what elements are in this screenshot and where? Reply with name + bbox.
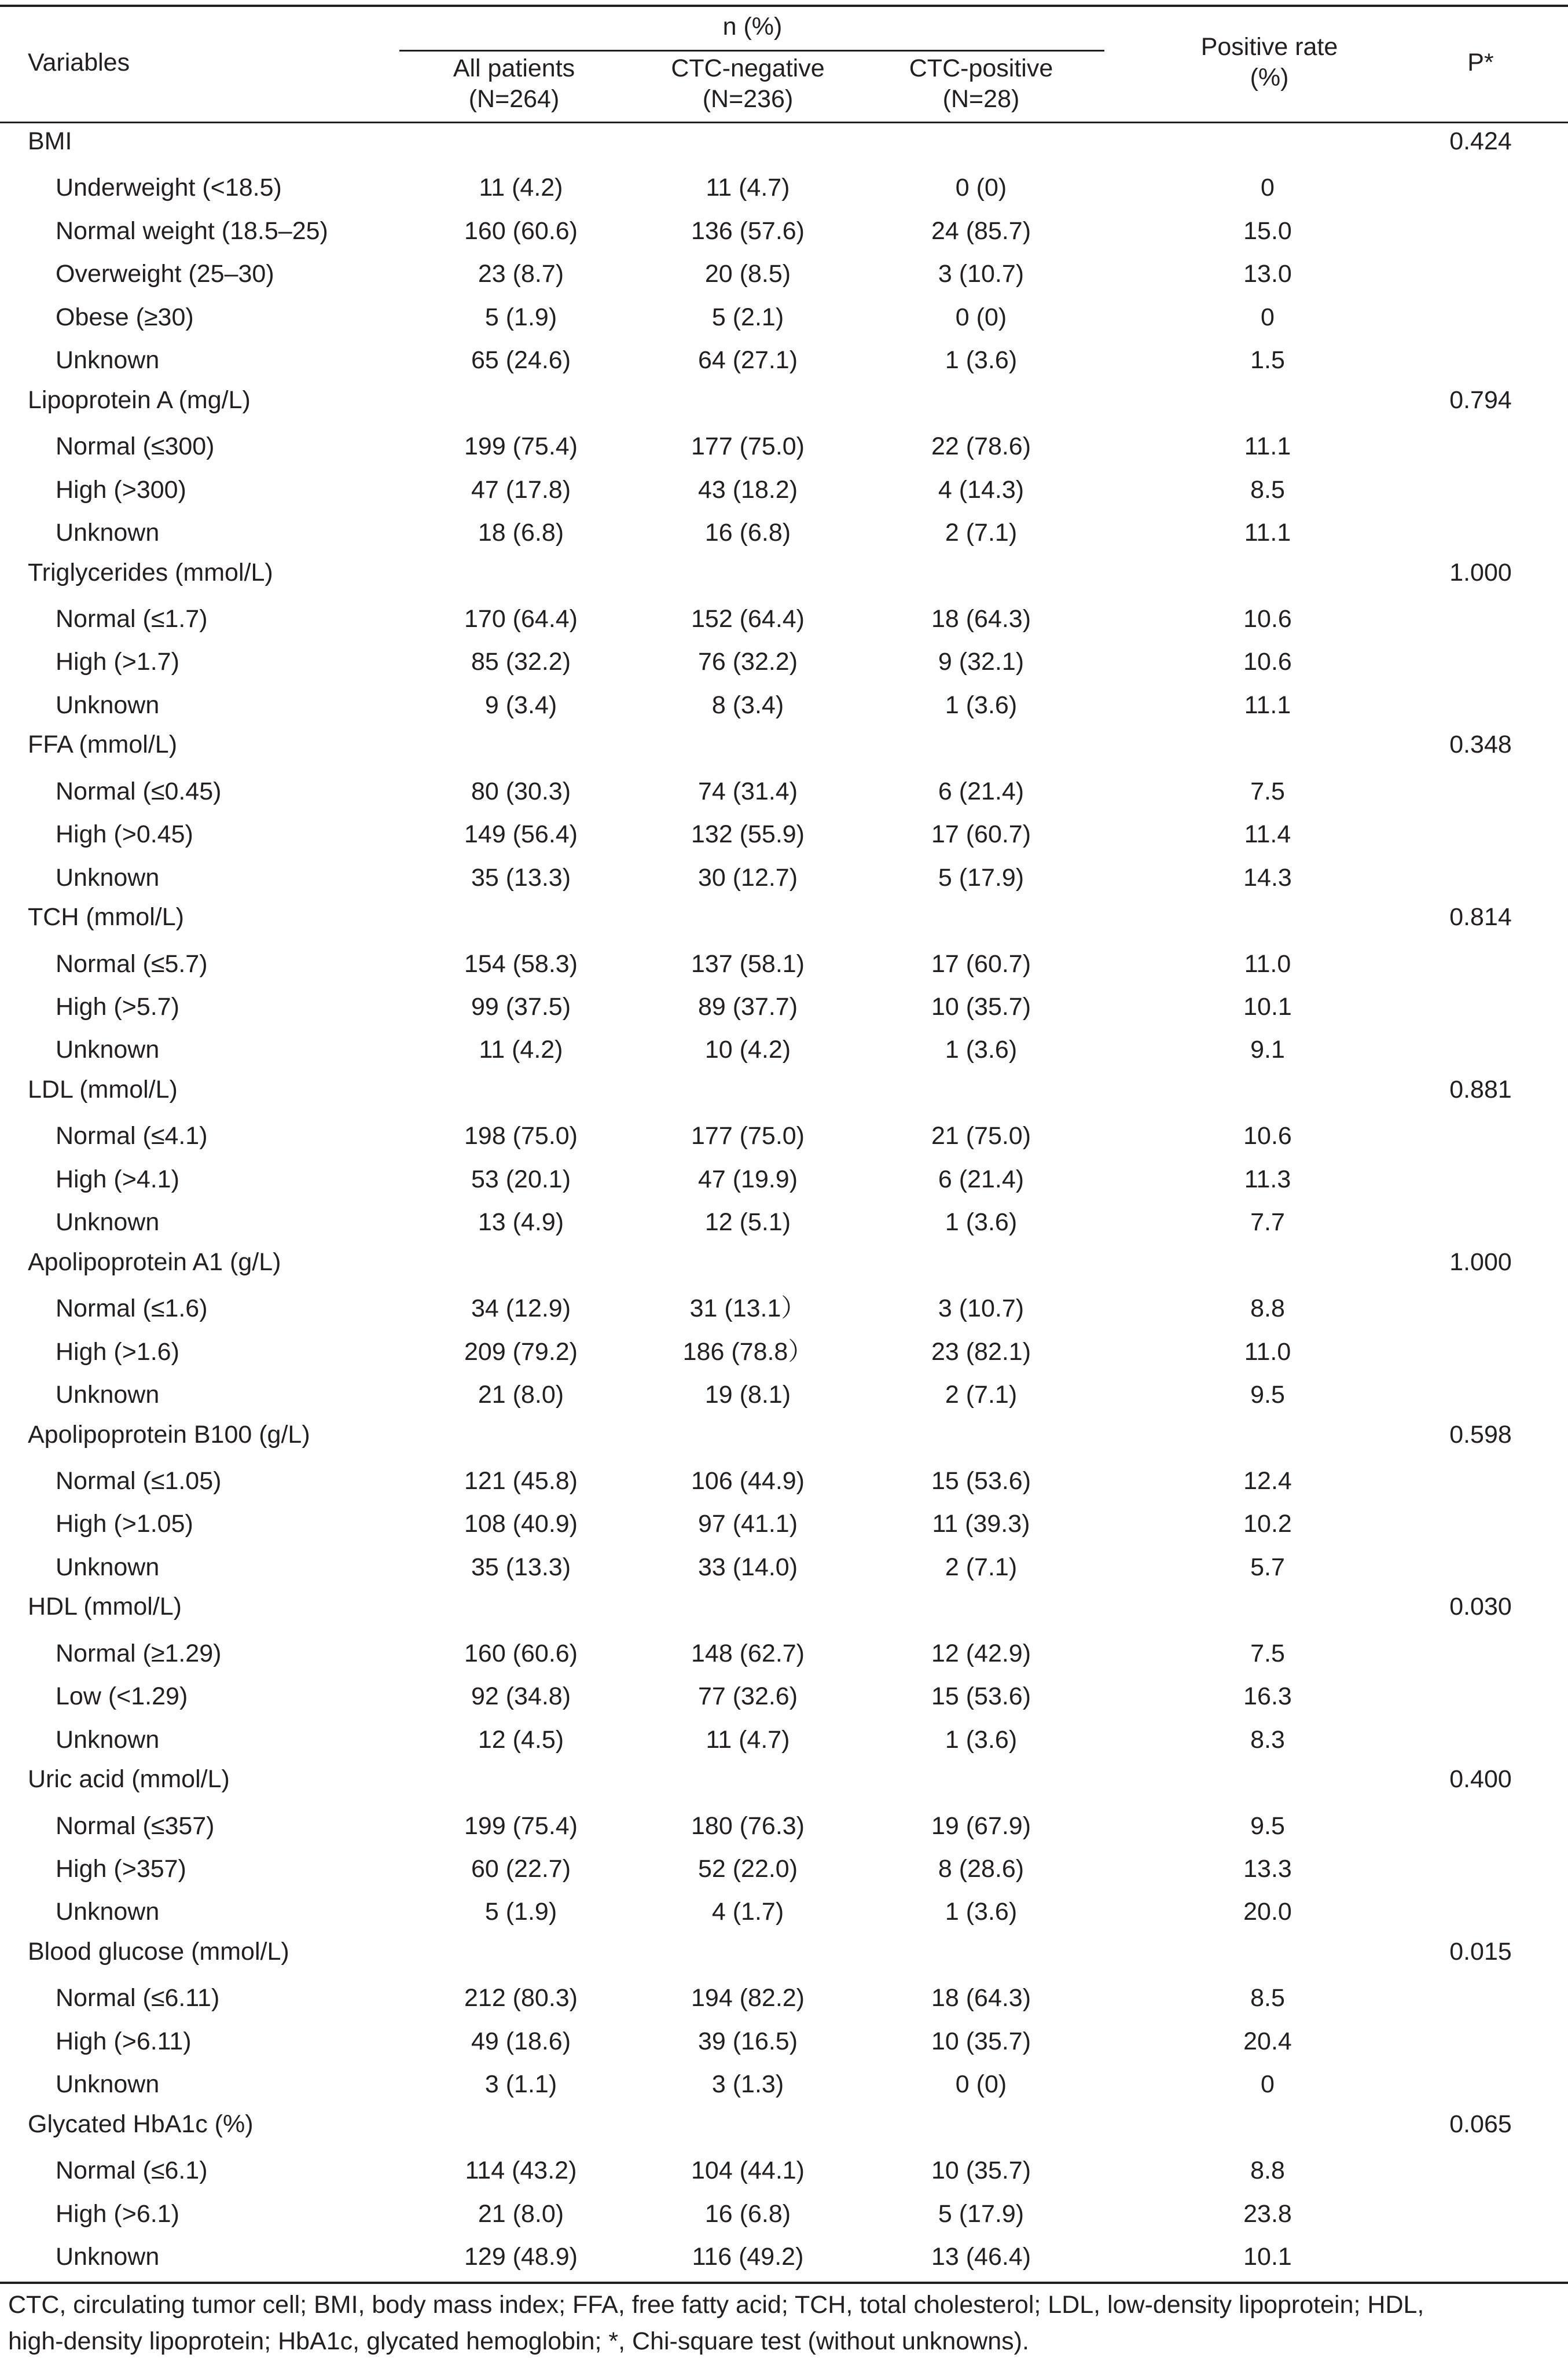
cell-pos: 17 (60.7)	[931, 949, 1031, 978]
cell-pos: 1 (3.6)	[945, 1898, 1018, 1926]
row-label: High (>0.45)	[56, 820, 193, 849]
row-label: Unknown	[56, 2070, 160, 2099]
cell-pos: 17 (60.7)	[931, 820, 1031, 849]
cell-rate: 10.6	[1243, 648, 1292, 676]
group-label: Lipoprotein A (mg/L)	[28, 386, 251, 414]
cell-all: 114 (43.2)	[465, 2157, 577, 2185]
header-ctc-negative-n: (N=236)	[702, 85, 794, 113]
row-label: Unknown	[56, 1898, 160, 1926]
cell-pos: 6 (21.4)	[938, 777, 1024, 805]
row-label: Unknown	[56, 1725, 160, 1754]
cell-neg: 3 (1.3)	[711, 2070, 784, 2099]
cell-neg: 136 (57.6)	[691, 217, 805, 245]
top-rule	[0, 5, 1568, 7]
row-label: Unknown	[56, 519, 160, 547]
cell-pos: 2 (7.1)	[945, 1381, 1018, 1409]
cell-all: 35 (13.3)	[471, 1553, 571, 1581]
cell-all: 21 (8.0)	[478, 2199, 564, 2228]
group-label: HDL (mmol/L)	[28, 1593, 182, 1621]
cell-pos: 13 (46.4)	[931, 2243, 1031, 2271]
cell-all: 34 (12.9)	[471, 1295, 571, 1323]
cell-rate: 11.0	[1244, 949, 1291, 978]
cell-pos: 5 (17.9)	[938, 863, 1024, 892]
group-p-value: 0.348	[1449, 731, 1512, 759]
cell-pos: 1 (3.6)	[945, 346, 1018, 375]
row-label: Unknown	[56, 691, 160, 719]
cell-pos: 11 (39.3)	[932, 1510, 1030, 1538]
group-label: BMI	[28, 127, 72, 155]
cell-rate: 15.0	[1243, 217, 1292, 245]
row-label: High (>6.1)	[56, 2199, 179, 2228]
cell-all: 129 (48.9)	[464, 2243, 578, 2271]
cell-rate: 16.3	[1243, 1682, 1292, 1711]
group-label: TCH (mmol/L)	[28, 903, 184, 932]
header-ctc-positive: CTC-positive	[909, 54, 1053, 82]
row-label: Normal (≥1.29)	[56, 1639, 222, 1667]
n-pct-rule	[399, 50, 1104, 52]
cell-neg: 10 (4.2)	[704, 1036, 791, 1064]
row-label: Normal (≤0.45)	[56, 777, 222, 805]
cell-neg: 177 (75.0)	[691, 432, 805, 461]
cell-pos: 10 (35.7)	[931, 993, 1031, 1021]
group-label: Triglycerides (mmol/L)	[28, 558, 273, 586]
cell-all: 18 (6.8)	[478, 519, 564, 547]
row-label: Unknown	[56, 1208, 160, 1237]
header-ctc-negative: CTC-negative	[671, 54, 825, 82]
cell-all: 85 (32.2)	[471, 648, 571, 676]
cell-neg: 186 (78.8）	[682, 1337, 813, 1366]
group-label: Apolipoprotein A1 (g/L)	[28, 1248, 281, 1276]
cell-neg: 39 (16.5)	[697, 2027, 798, 2055]
cell-rate: 10.6	[1243, 1122, 1292, 1150]
cell-pos: 0 (0)	[955, 174, 1007, 202]
cell-pos: 18 (64.3)	[931, 1984, 1031, 2012]
cell-neg: 16 (6.8)	[704, 519, 791, 547]
row-label: High (>5.7)	[56, 993, 179, 1021]
cell-neg: 152 (64.4)	[691, 604, 805, 633]
cell-rate: 0	[1261, 303, 1275, 331]
cell-pos: 3 (10.7)	[938, 260, 1024, 288]
cell-all: 65 (24.6)	[471, 346, 571, 375]
footnote-line-2: high-density lipoprotein; HbA1c, glycated hemoglobin; *, Chi-square test (without unknowns).	[8, 2327, 1029, 2355]
cell-all: 23 (8.7)	[478, 260, 564, 288]
cell-rate: 10.1	[1243, 993, 1292, 1021]
cell-neg: 5 (2.1)	[711, 303, 784, 331]
cell-rate: 9.1	[1250, 1036, 1285, 1064]
cell-neg: 132 (55.9)	[691, 820, 805, 849]
cell-all: 5 (1.9)	[484, 1898, 557, 1926]
cell-neg: 52 (22.0)	[697, 1855, 798, 1883]
cell-pos: 3 (10.7)	[938, 1295, 1024, 1323]
cell-neg: 11 (4.7)	[706, 174, 790, 202]
group-label: Apolipoprotein B100 (g/L)	[28, 1420, 310, 1449]
cell-all: 199 (75.4)	[464, 1812, 578, 1840]
cell-all: 47 (17.8)	[471, 475, 571, 504]
cell-rate: 5.7	[1250, 1553, 1285, 1581]
cell-all: 11 (4.2)	[479, 1036, 563, 1064]
cell-all: 170 (64.4)	[464, 604, 578, 633]
row-label: Unknown	[56, 346, 160, 375]
row-label: Normal (≤6.11)	[56, 1984, 220, 2012]
cell-pos: 1 (3.6)	[945, 691, 1018, 719]
cell-all: 53 (20.1)	[471, 1165, 571, 1193]
row-label: Obese (≥30)	[56, 303, 194, 331]
row-label: Normal (≤4.1)	[56, 1122, 208, 1150]
cell-neg: 77 (32.6)	[697, 1682, 798, 1711]
cell-pos: 10 (35.7)	[931, 2027, 1031, 2055]
cell-all: 198 (75.0)	[464, 1122, 578, 1150]
group-p-value: 0.598	[1449, 1420, 1512, 1449]
row-label: Normal (≤300)	[56, 432, 215, 461]
row-label: Overweight (25–30)	[56, 260, 274, 288]
cell-neg: 89 (37.7)	[697, 993, 798, 1021]
header-p: P*	[1467, 49, 1494, 76]
row-label: Unknown	[56, 1036, 160, 1064]
cell-rate: 11.3	[1244, 1165, 1291, 1193]
group-p-value: 0.881	[1449, 1075, 1512, 1103]
cell-all: 160 (60.6)	[464, 217, 578, 245]
cell-neg: 137 (58.1)	[691, 949, 805, 978]
row-label: High (>300)	[56, 475, 186, 504]
cell-rate: 11.0	[1244, 1337, 1291, 1366]
row-label: Normal weight (18.5–25)	[56, 217, 328, 245]
cell-pos: 22 (78.6)	[931, 432, 1031, 461]
cell-rate: 10.2	[1243, 1510, 1292, 1538]
row-label: Unknown	[56, 1553, 160, 1581]
row-label: High (>1.7)	[56, 648, 179, 676]
cell-rate: 0	[1261, 2070, 1275, 2099]
cell-neg: 97 (41.1)	[697, 1510, 798, 1538]
cell-pos: 23 (82.1)	[931, 1337, 1031, 1366]
group-p-value: 0.814	[1449, 903, 1512, 932]
cell-neg: 116 (49.2)	[692, 2243, 804, 2271]
row-label: Underweight (<18.5)	[56, 174, 282, 202]
cell-all: 49 (18.6)	[471, 2027, 571, 2055]
group-label: Blood glucose (mmol/L)	[28, 1937, 289, 1966]
cell-all: 13 (4.9)	[478, 1208, 564, 1237]
cell-rate: 7.5	[1250, 777, 1285, 805]
cell-rate: 11.1	[1244, 432, 1291, 461]
header-all-patients: All patients	[453, 54, 575, 82]
cell-rate: 9.5	[1250, 1381, 1285, 1409]
cell-all: 9 (3.4)	[484, 691, 557, 719]
group-p-value: 0.794	[1449, 386, 1512, 414]
cell-all: 5 (1.9)	[484, 303, 557, 331]
cell-neg: 12 (5.1)	[704, 1208, 791, 1237]
footnote-line-1: CTC, circulating tumor cell; BMI, body mass index; FFA, free fatty acid; TCH, total cholesterol; LDL, low-density lipoprotein; HDL,	[8, 2291, 1424, 2319]
cell-pos: 8 (28.6)	[938, 1855, 1024, 1883]
cell-pos: 15 (53.6)	[931, 1466, 1031, 1495]
cell-neg: 106 (44.9)	[691, 1466, 805, 1495]
group-p-value: 1.000	[1449, 558, 1512, 586]
cell-rate: 7.7	[1250, 1208, 1285, 1237]
cell-all: 92 (34.8)	[471, 1682, 571, 1711]
row-label: Normal (≤1.05)	[56, 1466, 222, 1495]
cell-rate: 11.1	[1244, 691, 1291, 719]
group-label: Uric acid (mmol/L)	[28, 1765, 230, 1794]
group-label: FFA (mmol/L)	[28, 731, 178, 759]
cell-neg: 104 (44.1)	[691, 2157, 805, 2185]
cell-neg: 180 (76.3)	[691, 1812, 805, 1840]
cell-neg: 194 (82.2)	[691, 1984, 805, 2012]
row-label: High (>357)	[56, 1855, 186, 1883]
header-bottom-rule	[0, 122, 1568, 123]
row-label: Unknown	[56, 863, 160, 892]
group-p-value: 0.424	[1449, 127, 1512, 155]
cell-pos: 19 (67.9)	[931, 1812, 1031, 1840]
cell-rate: 20.4	[1243, 2027, 1292, 2055]
cell-pos: 0 (0)	[955, 303, 1007, 331]
cell-rate: 23.8	[1243, 2199, 1292, 2228]
cell-rate: 13.0	[1243, 260, 1292, 288]
cell-rate: 20.0	[1243, 1898, 1292, 1926]
header-n-pct: n (%)	[722, 13, 783, 41]
cell-all: 149 (56.4)	[464, 820, 578, 849]
cell-all: 11 (4.2)	[479, 174, 563, 202]
cell-all: 160 (60.6)	[464, 1639, 578, 1667]
cell-all: 209 (79.2)	[464, 1337, 578, 1366]
group-p-value: 0.030	[1449, 1593, 1512, 1621]
cell-pos: 4 (14.3)	[938, 475, 1024, 504]
cell-rate: 8.5	[1250, 475, 1285, 504]
cell-rate: 7.5	[1250, 1639, 1285, 1667]
cell-rate: 11.4	[1244, 820, 1291, 849]
group-p-value: 0.065	[1449, 2110, 1512, 2138]
cell-pos: 1 (3.6)	[945, 1725, 1018, 1754]
group-label: Glycated HbA1c (%)	[28, 2110, 254, 2138]
cell-neg: 4 (1.7)	[711, 1898, 784, 1926]
cell-neg: 74 (31.4)	[697, 777, 798, 805]
cell-neg: 8 (3.4)	[711, 691, 784, 719]
bottom-rule	[0, 2282, 1568, 2284]
group-p-value: 0.400	[1449, 1765, 1512, 1794]
cell-neg: 76 (32.2)	[697, 648, 798, 676]
cell-rate: 9.5	[1250, 1812, 1285, 1840]
cell-all: 199 (75.4)	[464, 432, 578, 461]
row-label: Unknown	[56, 1381, 160, 1409]
cell-neg: 148 (62.7)	[691, 1639, 805, 1667]
cell-all: 80 (30.3)	[471, 777, 571, 805]
cell-pos: 1 (3.6)	[945, 1208, 1018, 1237]
header-positive-rate-unit: (%)	[1250, 64, 1289, 91]
row-label: Unknown	[56, 2243, 160, 2271]
cell-pos: 5 (17.9)	[938, 2199, 1024, 2228]
cell-neg: 33 (14.0)	[697, 1553, 798, 1581]
cell-neg: 177 (75.0)	[691, 1122, 805, 1150]
cell-pos: 2 (7.1)	[945, 519, 1018, 547]
row-label: High (>1.6)	[56, 1337, 179, 1366]
cell-rate: 8.8	[1250, 1295, 1285, 1323]
cell-pos: 0 (0)	[955, 2070, 1007, 2099]
cell-rate: 1.5	[1250, 346, 1285, 375]
cell-pos: 1 (3.6)	[945, 1036, 1018, 1064]
cell-pos: 12 (42.9)	[931, 1639, 1031, 1667]
row-label: Normal (≤357)	[56, 1812, 215, 1840]
cell-all: 60 (22.7)	[471, 1855, 571, 1883]
row-label: Normal (≤5.7)	[56, 949, 208, 978]
cell-pos: 15 (53.6)	[931, 1682, 1031, 1711]
cell-all: 3 (1.1)	[484, 2070, 557, 2099]
cell-rate: 8.3	[1250, 1725, 1285, 1754]
row-label: Normal (≤6.1)	[56, 2157, 208, 2185]
group-p-value: 0.015	[1449, 1937, 1512, 1966]
cell-rate: 14.3	[1243, 863, 1292, 892]
row-label: High (>6.11)	[56, 2027, 192, 2055]
cell-neg: 16 (6.8)	[704, 2199, 791, 2228]
header-ctc-positive-n: (N=28)	[942, 85, 1020, 113]
cell-neg: 43 (18.2)	[697, 475, 798, 504]
header-variables: Variables	[28, 49, 130, 76]
cell-rate: 10.1	[1243, 2243, 1292, 2271]
group-label: LDL (mmol/L)	[28, 1075, 178, 1103]
header-positive-rate: Positive rate	[1200, 33, 1338, 61]
cell-all: 121 (45.8)	[464, 1466, 578, 1495]
cell-pos: 24 (85.7)	[931, 217, 1031, 245]
cell-pos: 6 (21.4)	[938, 1165, 1024, 1193]
cell-all: 108 (40.9)	[464, 1510, 578, 1538]
cell-all: 212 (80.3)	[464, 1984, 578, 2012]
row-label: Low (<1.29)	[56, 1682, 188, 1711]
cell-pos: 21 (75.0)	[931, 1122, 1031, 1150]
cell-rate: 13.3	[1243, 1855, 1292, 1883]
cell-rate: 0	[1261, 174, 1275, 202]
cell-all: 35 (13.3)	[471, 863, 571, 892]
cell-neg: 11 (4.7)	[706, 1725, 790, 1754]
row-label: High (>1.05)	[56, 1510, 193, 1538]
cell-all: 21 (8.0)	[478, 1381, 564, 1409]
cell-rate: 10.6	[1243, 604, 1292, 633]
cell-neg: 20 (8.5)	[704, 260, 791, 288]
cell-rate: 12.4	[1243, 1466, 1292, 1495]
cell-neg: 47 (19.9)	[697, 1165, 798, 1193]
cell-pos: 10 (35.7)	[931, 2157, 1031, 2185]
row-label: Normal (≤1.6)	[56, 1295, 208, 1323]
cell-all: 12 (4.5)	[478, 1725, 564, 1754]
cell-all: 99 (37.5)	[471, 993, 571, 1021]
cell-all: 154 (58.3)	[464, 949, 578, 978]
group-p-value: 1.000	[1449, 1248, 1512, 1276]
cell-rate: 8.8	[1250, 2157, 1285, 2185]
cell-pos: 2 (7.1)	[945, 1553, 1018, 1581]
cell-pos: 18 (64.3)	[931, 604, 1031, 633]
cell-neg: 64 (27.1)	[697, 346, 798, 375]
header-all-patients-n: (N=264)	[468, 85, 560, 113]
row-label: Normal (≤1.7)	[56, 604, 208, 633]
cell-neg: 19 (8.1)	[704, 1381, 791, 1409]
cell-rate: 11.1	[1244, 519, 1291, 547]
cell-pos: 9 (32.1)	[938, 648, 1024, 676]
cell-rate: 8.5	[1250, 1984, 1285, 2012]
row-label: High (>4.1)	[56, 1165, 179, 1193]
cell-neg: 30 (12.7)	[697, 863, 798, 892]
cell-neg: 31 (13.1）	[689, 1295, 806, 1323]
